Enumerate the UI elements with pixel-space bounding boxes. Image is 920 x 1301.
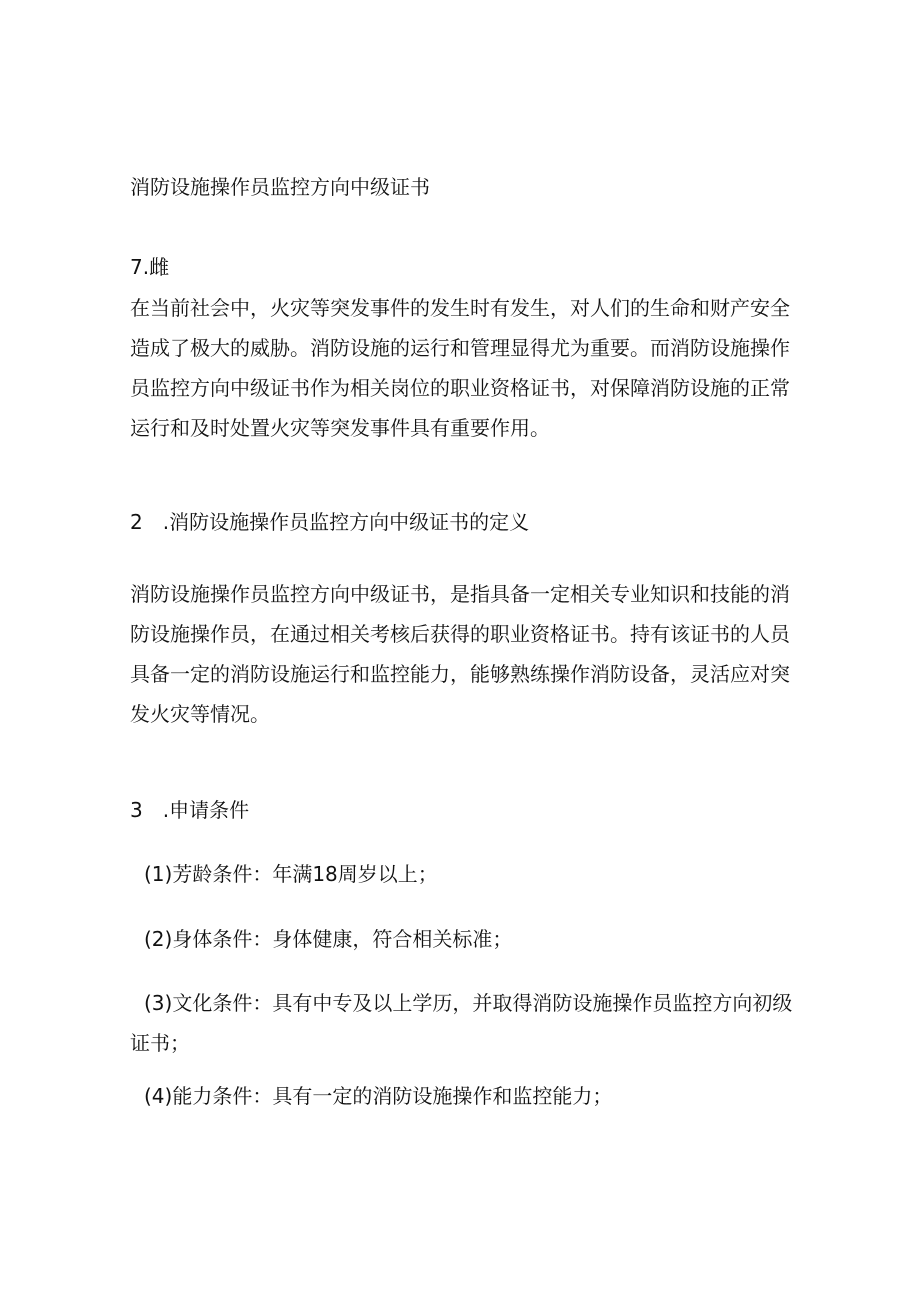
definition-paragraph: 消防设施操作员监控方向中级证书，是指具备一定相关专业知识和技能的消防设施操作员，在通过相关考核后获得的职业资格证书。持有该证书的人员具备一定的消防设施运行和监控能力，能够熟练操作消防设备，灵活应对突发火灾等情况。 [130, 582, 790, 726]
requirements-heading: 3 .申请条件 [130, 798, 250, 822]
requirement-item-age [130, 854, 800, 894]
requirement-item-education [130, 983, 800, 1063]
requirement-item-ability [130, 1076, 800, 1116]
definition-heading: 2 .消防设施操作员监控方向中级证书的定义 [130, 510, 530, 534]
requirement-text: (3)文化条件：具有中专及以上学历，并取得消防设施操作员监控方向初级证书； [130, 991, 793, 1055]
document-title: 消防设施操作员监控方向中级证书 [130, 175, 430, 199]
requirement-text: (4)能力条件：具有一定的消防设施操作和监控能力； [144, 1084, 613, 1108]
requirement-text: (2)身体条件：身体健康，符合相关标准； [144, 927, 513, 951]
requirement-text: (1)芳龄条件：年满18周岁以上； [144, 862, 438, 886]
intro-paragraph: 在当前社会中，火灾等突发事件的发生时有发生，对人们的生命和财产安全造成了极大的威胁。消防设施的运行和管理显得尤为重要。而消防设施操作员监控方向中级证书作为相关岗位的职业资格证书，对保障消防设施的正常运行和及时处置火灾等突发事件具有重要作用。 [130, 296, 790, 440]
requirement-item-health [130, 919, 800, 959]
intro-heading: 7.雌 [130, 255, 170, 279]
